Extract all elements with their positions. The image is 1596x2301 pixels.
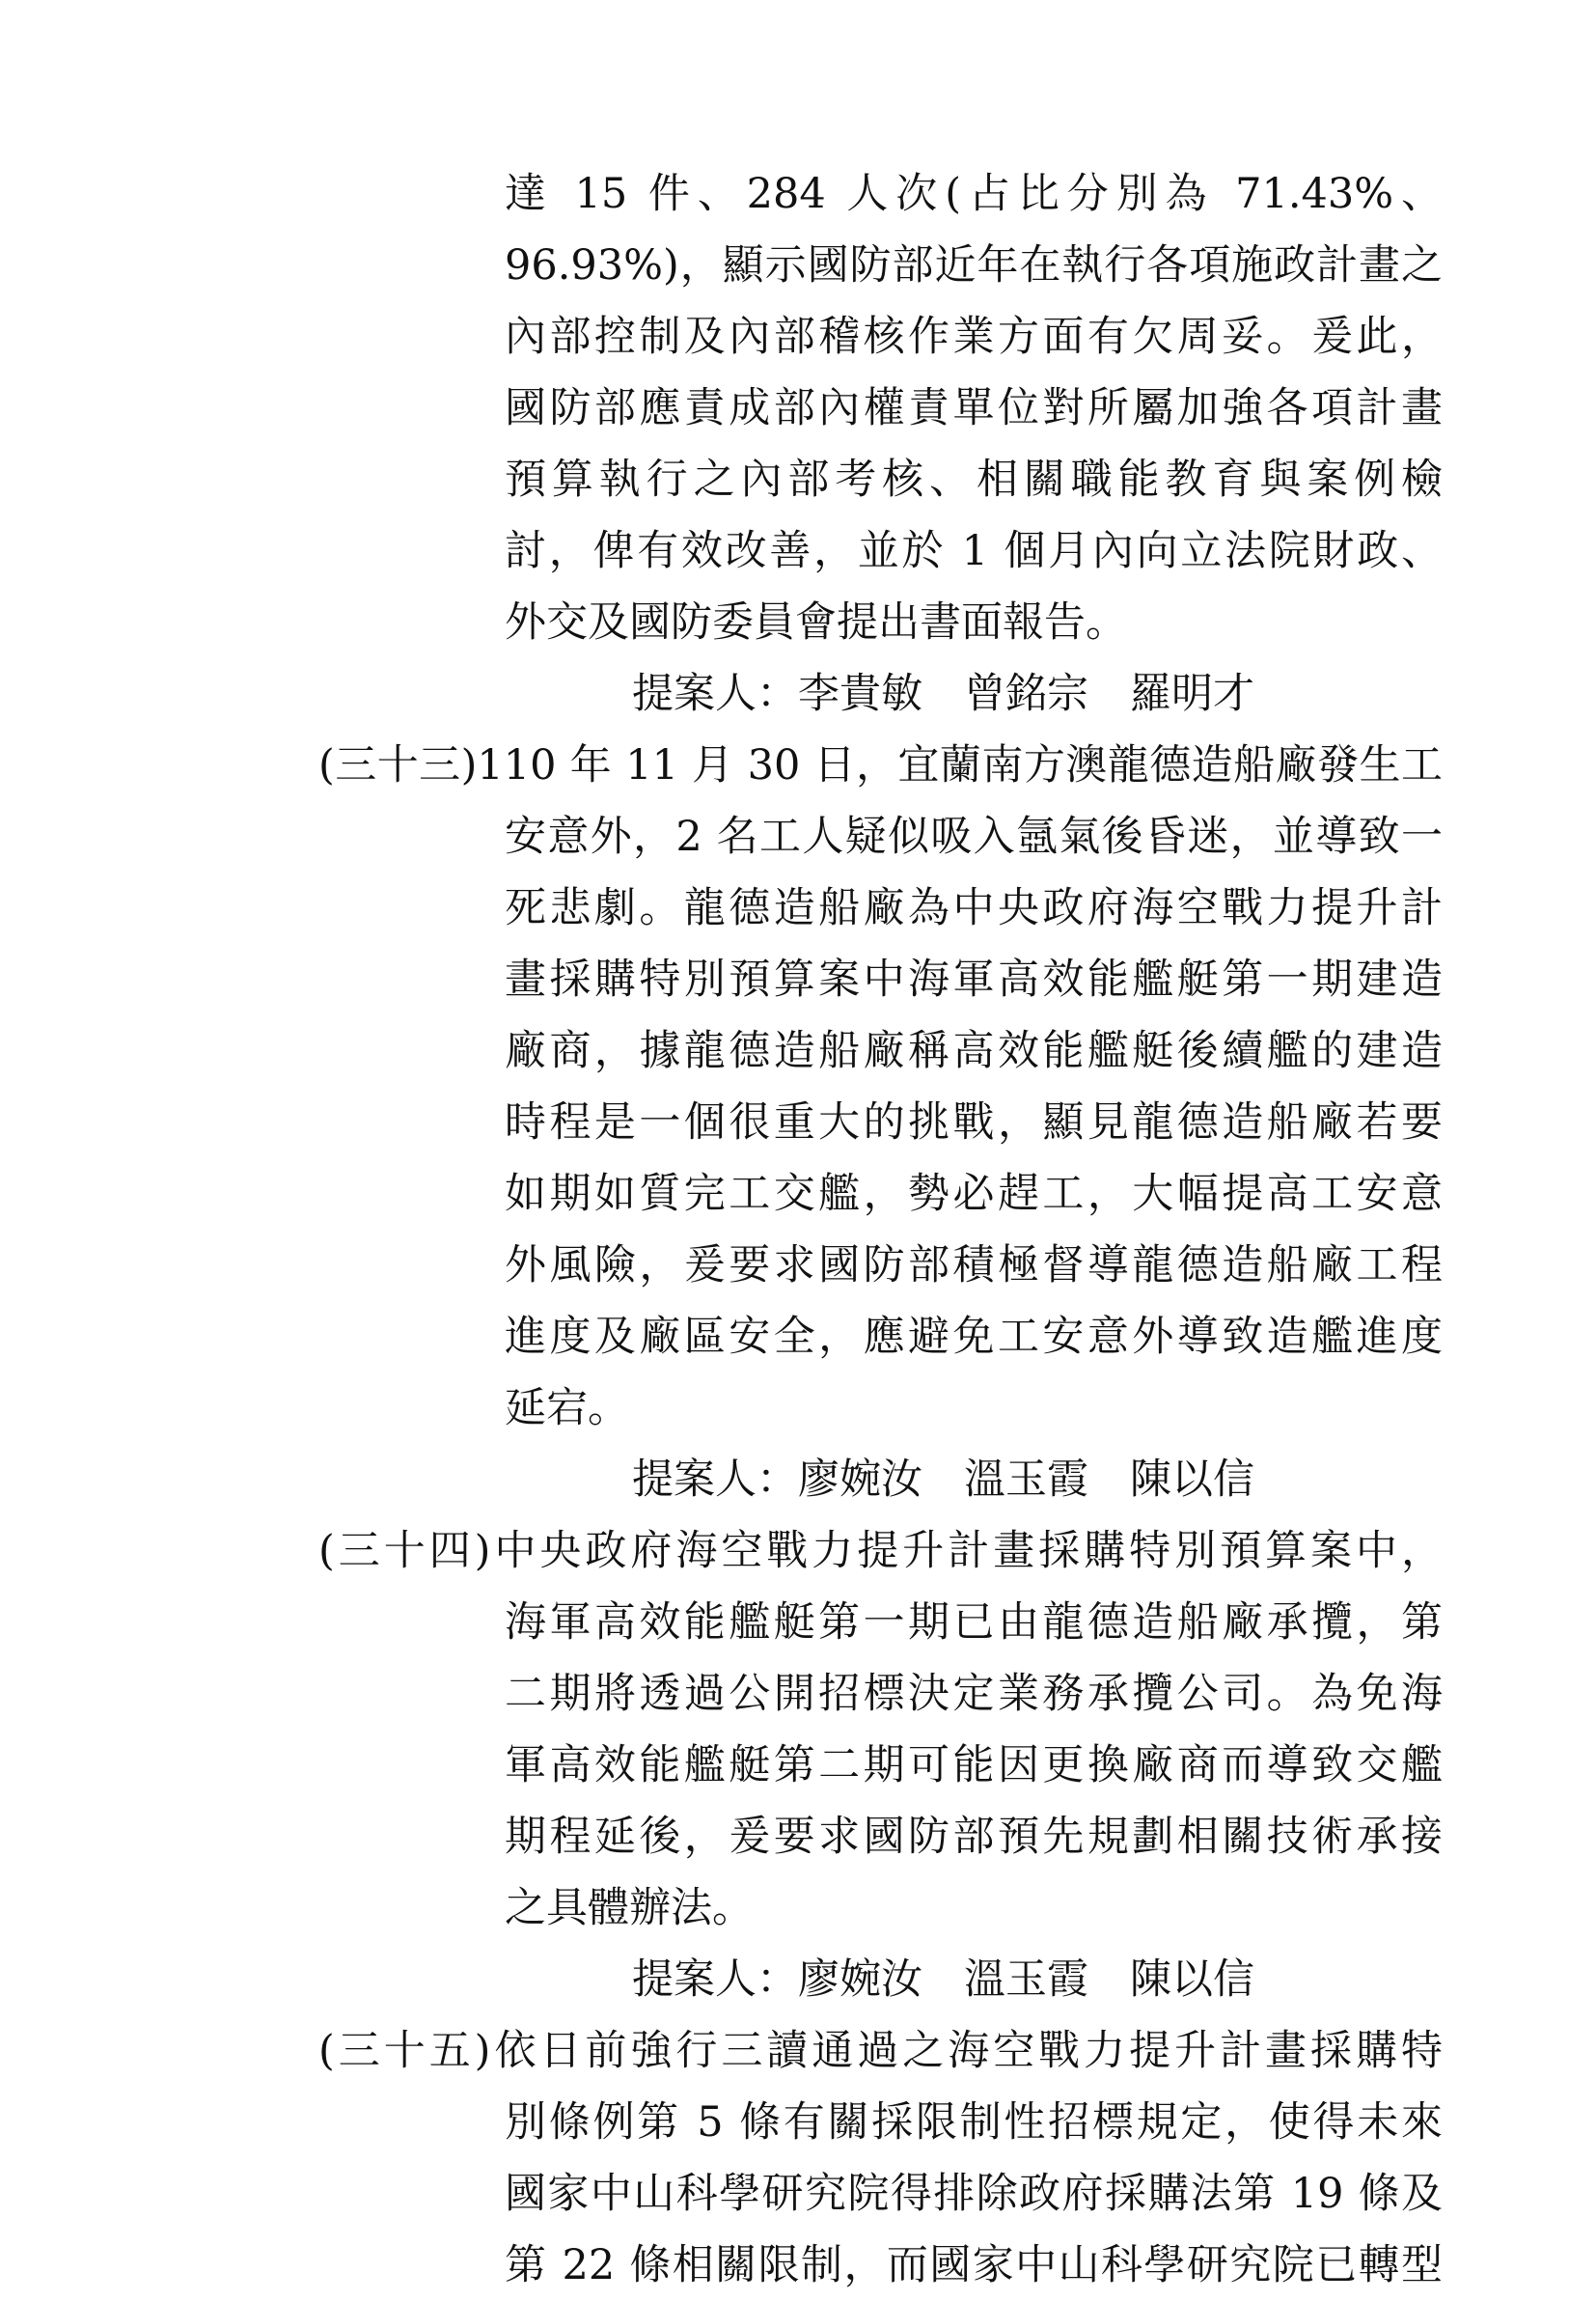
body-text-line: 安意外，2 名工人疑似吸入氬氣後昏迷，並導致一 — [505, 813, 1443, 861]
body-text-line: 如期如質完工交艦，勢必趕工，大幅提高工安意 — [505, 1170, 1443, 1218]
body-text-line: 延宕。 — [505, 1384, 629, 1432]
proposer-line: 提案人：廖婉汝 溫玉霞 陳以信 — [632, 1955, 1254, 2004]
body-text-line: 二期將透過公開招標決定業務承攬公司。為免海 — [505, 1670, 1443, 1718]
body-text-line: 外交及國防委員會提出書面報告。 — [505, 598, 1127, 647]
body-text-line: 廠商，據龍德造船廠稱高效能艦艇後續艦的建造 — [505, 1027, 1443, 1075]
body-text-line: 死悲劇。龍德造船廠為中央政府海空戰力提升計 — [505, 884, 1443, 932]
body-text-line: 討，俾有效改善，並於 1 個月內向立法院財政、 — [505, 527, 1443, 575]
body-text-line: 第 22 條相關限制，而國家中山科學研究院已轉型 — [505, 2241, 1443, 2289]
body-text-line: 進度及廠區安全，應避免工安意外導致造艦進度 — [505, 1313, 1443, 1361]
item-34-first-line: (三十四)中央政府海空戰力提升計畫採購特別預算案中， — [318, 1527, 1443, 1575]
body-text-line: 96.93%)，顯示國防部近年在執行各項施政計畫之 — [505, 241, 1443, 290]
body-text-line: 別條例第 5 條有關採限制性招標規定，使得未來 — [505, 2098, 1443, 2147]
body-text-line: 時程是一個很重大的挑戰，顯見龍德造船廠若要 — [505, 1098, 1443, 1147]
body-text-line: 海軍高效能艦艇第一期已由龍德造船廠承攬，第 — [505, 1598, 1443, 1647]
item-35-first-line: (三十五)依日前強行三讀通過之海空戰力提升計畫採購特 — [318, 2027, 1443, 2075]
body-text-line: 國防部應責成部內權責單位對所屬加強各項計畫 — [505, 384, 1443, 432]
body-text-line: 畫採購特別預算案中海軍高效能艦艇第一期建造 — [505, 956, 1443, 1004]
body-text-line: 之具體辦法。 — [505, 1884, 754, 1932]
body-text-line: 預算執行之內部考核、相關職能教育與案例檢 — [505, 456, 1443, 504]
body-text-line: 軍高效能艦艇第二期可能因更換廠商而導致交艦 — [505, 1741, 1443, 1789]
proposer-line: 提案人：李貴敏 曾銘宗 羅明才 — [632, 670, 1254, 718]
body-text-line: 外風險，爰要求國防部積極督導龍德造船廠工程 — [505, 1241, 1443, 1289]
proposer-line: 提案人：廖婉汝 溫玉霞 陳以信 — [632, 1455, 1254, 1504]
body-text-line: 內部控制及內部稽核作業方面有欠周妥。爰此， — [505, 313, 1443, 361]
body-text-line: 國家中山科學研究院得排除政府採購法第 19 條及 — [505, 2170, 1443, 2218]
body-text-line: 期程延後，爰要求國防部預先規劃相關技術承接 — [505, 1813, 1443, 1861]
item-33-first-line: (三十三)110 年 11 月 30 日，宜蘭南方澳龍德造船廠發生工 — [318, 741, 1443, 790]
body-text-line: 達 15 件、284 人次(占比分別為 71.43%、 — [505, 170, 1443, 218]
